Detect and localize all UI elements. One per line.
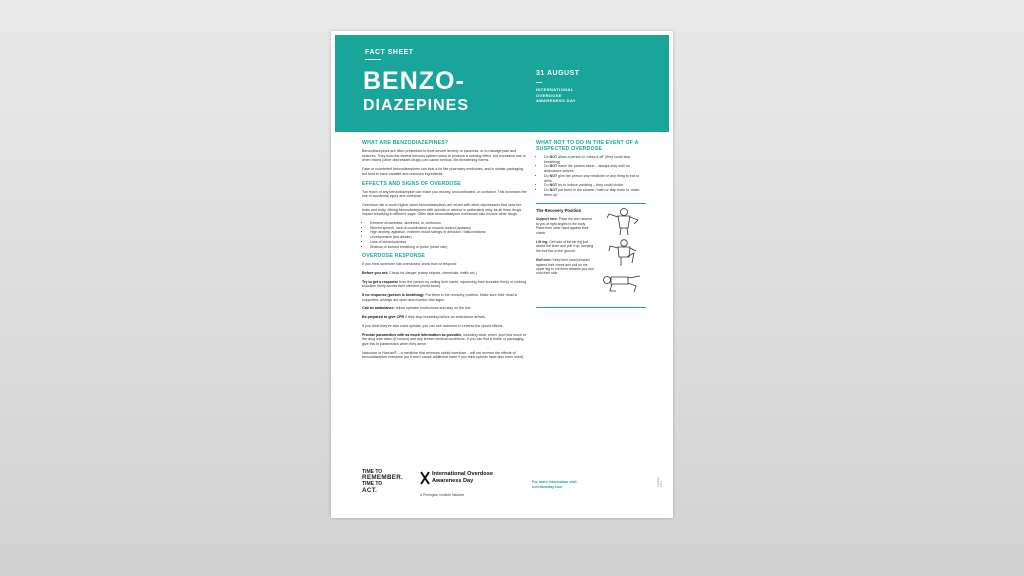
response-step (362, 333, 527, 347)
event-date: 31 AUGUST (536, 70, 580, 77)
response-step (362, 280, 527, 289)
recovery-position-box (536, 203, 646, 308)
list-item: • Slurred speech, lack of coordination or muscle control (spasms) (370, 226, 527, 231)
list-item: • Extreme drowsiness, dizziness, or confusion (370, 221, 527, 226)
dont-list (536, 155, 646, 197)
list-item: • High anxiety, agitation, extreme mood swings or delusion / hallucinations (370, 230, 527, 235)
step-text: from the person by calling their name, squeezing their shoulder firmly or rubbing knuckles firmly across their sternum (chest bone). (362, 279, 527, 289)
effects-section (362, 181, 527, 250)
paragraph: Benzodiazepines are often prescribed to treat severe anxiety or insomnia, or to manage pain and seizures. They slow the central nervous system down to produce a calming effect, but excessive use or when mixed (other depressant drugs) can cause serious, life-threatening harms. (362, 149, 526, 163)
step-lead: Before you act: (362, 270, 389, 275)
signs-list (362, 221, 527, 249)
response-step (362, 271, 527, 276)
list-item: • Do NOT allow a person to 'sleep it off' (they could stop breathing) (544, 155, 646, 164)
naloxone-note: Naloxone or Narcan® – a medicine that reverses opioid overdose – will not reverse the effects of benzodiazepine overdose (so it won't cause additional harm if you think opioids have also been used). (362, 350, 525, 360)
recovery-step: Support face: Place the arm nearest to you at right angles to the body. Place their other hand against their cheek. (536, 217, 592, 235)
what-section (362, 140, 527, 177)
recovery-figure-1-icon (604, 206, 644, 236)
recovery-figure-2-icon (604, 239, 644, 267)
response-step (362, 293, 527, 302)
title-line-1: BENZO- (363, 67, 465, 95)
response-step (362, 315, 527, 320)
recovery-step: Roll over: Keep their hand pressed against their cheek and pull on the upper leg to roll them towards you and onto their side. (536, 258, 594, 276)
updated-note: Updated 2024 (657, 477, 663, 487)
step-text: if they stop breathing before an ambulance arrives. (404, 315, 487, 320)
paragraph: Fake or counterfeit benzodiazepines can look a lot like pharmacy medicines, and in similar packaging but tend to have variable and unknown ingredients. (362, 167, 524, 176)
response-step (362, 306, 527, 311)
response-step (362, 324, 527, 329)
step-lead: Provide paramedics with as much information as possible, (362, 332, 463, 337)
more-info: For more information visit overdoseday.com (532, 480, 577, 489)
paragraph: Overdose risk is much higher when benzodiazepines are mixed with other depressants that slow the brain and body. Mixing benzodiazepines with opioids or alcohol is particularly risky as all three drugs impact breathing in different ways. Often fatal benzodiazepine overdoses also involve other drugs. (362, 202, 522, 217)
list-item: • Unresponsive (but awake) (370, 235, 527, 240)
section-heading: EFFECTS AND SIGNS OF OVERDOSE (362, 180, 461, 187)
step-lead: If no response (person is breathing): (362, 293, 425, 298)
slogan: TIME TO REMEMBER. TIME TO ACT. (362, 469, 404, 494)
paragraph: If you think someone has overdosed, know how to respond: (362, 262, 457, 267)
title-line-2: DIAZEPINES (363, 97, 470, 114)
fact-sheet-label: FACT SHEET (365, 49, 414, 56)
paragraph: Too much of any benzodiazepine can make you drowsy, uncoordinated, or confused. This increases the risk of accidental injury and overdose. (362, 189, 527, 199)
recovery-title: The Recovery Position (536, 208, 582, 214)
step-text: If you think they've also used opioids, you can use naloxone to reverse the opioid effects. (362, 323, 504, 328)
label-rule (365, 59, 381, 60)
org-subline: A Penington Institute initiative (420, 493, 465, 497)
list-item: • Shallow or slowed breathing or pulse (heart rate) (370, 245, 527, 250)
fact-sheet-page (331, 31, 673, 518)
step-lead: Call an ambulance: (362, 306, 395, 311)
iod-logo-icon (420, 471, 430, 485)
recovery-step: Lift leg: Get hold of the far leg just above the knee and pull it up, keeping the foot flat on the ground. (536, 239, 594, 253)
step-lead: Be prepared to give CPR (362, 315, 405, 320)
section-heading: OVERDOSE RESPONSE (362, 253, 426, 260)
step-text: including what, when, and how much of the drug was taken (if known) and any known medical conditions. If you can find a bottle or packaging, give this to paramedics when they arrive. (362, 332, 526, 346)
step-text: Put them in the recovery position. Make sure their head is supported, airways are open and monitor vital signs. (362, 293, 518, 302)
event-line: AWARENESS DAY (536, 98, 576, 104)
recovery-figure-3-icon (600, 268, 644, 294)
list-item: • Do NOT leave the person alone – always stay until an ambulance arrives (544, 164, 646, 173)
step-lead: Try to get a response (362, 279, 399, 284)
list-item: • Do NOT try to induce vomiting – they could choke (544, 183, 646, 188)
list-item: • Do NOT give the person any medicine or any thing to eat or drink (544, 174, 646, 183)
website-link[interactable]: overdoseday.com (532, 485, 563, 489)
step-text: Check for danger (sharp objects, chemicals, traffic etc.) (388, 270, 477, 275)
section-heading: WHAT ARE BENZODIAZEPINES? (362, 140, 449, 146)
event-line: OVERDOSE (536, 92, 562, 98)
date-rule (536, 82, 542, 83)
list-item: • Do NOT put them in the shower / bath or slap them to 'wake them up' (544, 188, 646, 197)
left-column (362, 140, 527, 364)
step-text: follow operator instructions and stay on the line. (394, 306, 472, 311)
event-line: INTERNATIONAL (536, 87, 574, 92)
org-name: International Overdose Awareness Day (432, 471, 493, 484)
header-banner (335, 35, 669, 132)
section-heading: WHAT NOT TO DO IN THE EVENT OF A SUSPECTED OVERDOSE (536, 140, 639, 152)
list-item: • Loss of consciousness (370, 240, 527, 245)
response-section (362, 253, 527, 360)
event-name (536, 87, 626, 104)
right-column (536, 140, 646, 308)
